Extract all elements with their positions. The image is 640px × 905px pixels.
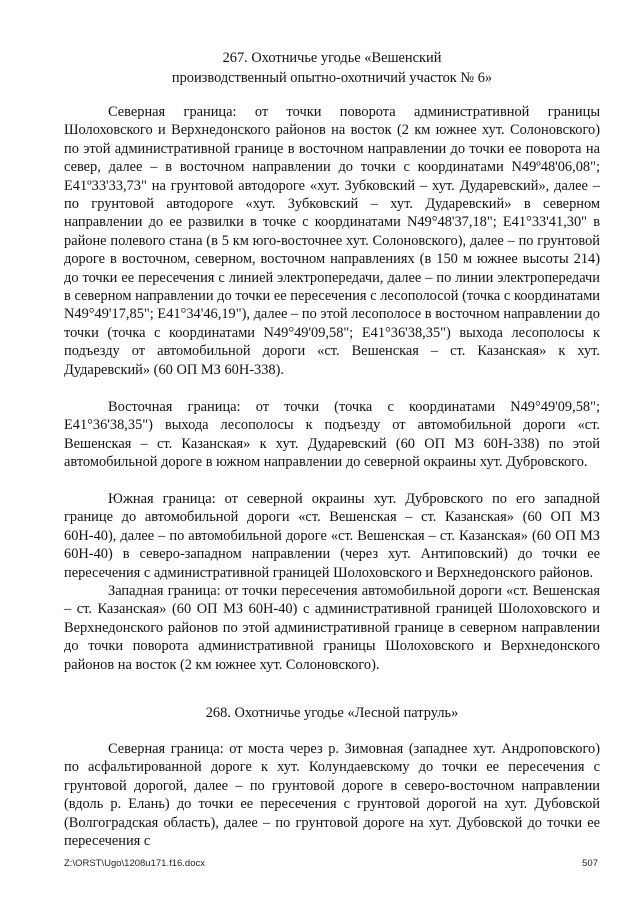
section-267-south-boundary: Южная граница: от северной окраины хут. Дубровского по его западной границе до автомобильной дороги «ст. Вешенская – ст. Казанская» (60 ОП МЗ 60Н-40), далее – по автомобильной дороге «ст. Вешенская – ст. Казанская» (60 ОП МЗ 60Н-40) в северо-западном направлении (через хут. Антиповский) до точки ее пересечения с административной границей Шолоховского и Верхнедонского районов. [64, 491, 600, 581]
section-267-title-line1: 267. Охотничье угодье «Вешенский [222, 50, 442, 66]
page-number: 507 [582, 858, 598, 869]
section-267-title-line2: производственный опытно-охотничий участок № 6» [171, 70, 493, 86]
section-267-north-boundary: Северная граница: от точки поворота административной границы Шолоховского и Верхнедонского районов на восток (2 км южнее хут. Солоновского) по этой административной границе в восточном направлении до точки ее поворота на север, далее – в восточном направлении до точки с координатами N49º48'06,08"; E41º33'33,73" на грунтовой автодороге «хут. Зубковский – хут. Дударевский», далее – по грунтовой автодороге «хут. Зубковский – хут. Дударевский» в северном направлении до ее развилки в точке с координатами N49°48'37,18"; E41°33'41,30" в районе полевого стана (в 5 км юго-восточнее хут. Солоновского), далее – по грунтовой дороге в восточном, северном, восточном направлениях (в 150 м южнее высоты 214) до точки ее пересечения с линией электропередачи, далее – по линии электропередачи в северном направлении до точки ее пересечения с лесополосой (точка с координатами N49°49'17,85"; E41°34'46,19"), далее – по этой лесополосе в восточном направлении до точки (точка с координатами N49°49'09,58"; E41°36'38,35") выхода лесополосы к подъезду от автомобильной дороги «ст. Вешенская – ст. Казанская» к хут. Дударевский» (60 ОП МЗ 60Н-338). [64, 104, 600, 378]
section-267-east-boundary: Восточная граница: от точки (точка с координатами N49°49'09,58"; E41°36'38,35") выхода лесополосы к подъезду от автомобильной дороги «ст. Вешенская – ст. Казанская» к хут. Дударевский (60 ОП МЗ 60Н-338) по этой автомобильной дороге в южном направлении до северной окраины хут. Дубровского. [64, 399, 600, 471]
footer-file-path: Z:\ORST\Ugo\1208u171.f16.docx [64, 858, 205, 869]
section-268-title: 268. Охотничье угодье «Лесной патруль» [205, 705, 459, 721]
section-268-north-boundary: Северная граница: от моста через р. Зимовная (западнее хут. Андроповского) по асфальтированной дороге к хут. Колундаевскому до точки ее пересечения с грунтовой дорогой, далее – по грунтовой дороге в северо-восточном направлении (вдоль р. Елань) до точки ее пересечения с грунтовой дорогой на хут. Дубовской (Волгоградская область), далее – по грунтовой дороге на хут. Дубовской до точки ее пересечения с [64, 741, 600, 850]
section-267-west-boundary: Западная граница: от точки пересечения автомобильной дороги «ст. Вешенская – ст. Казанская» (60 ОП МЗ 60Н-40) с административной границей Шолоховского и Верхнедонского районов по этой административной границе в северном направлении до точки поворота административной границы Шолоховского и Верхнедонского районов на восток (2 км южнее хут. Солоновского). [64, 583, 600, 673]
